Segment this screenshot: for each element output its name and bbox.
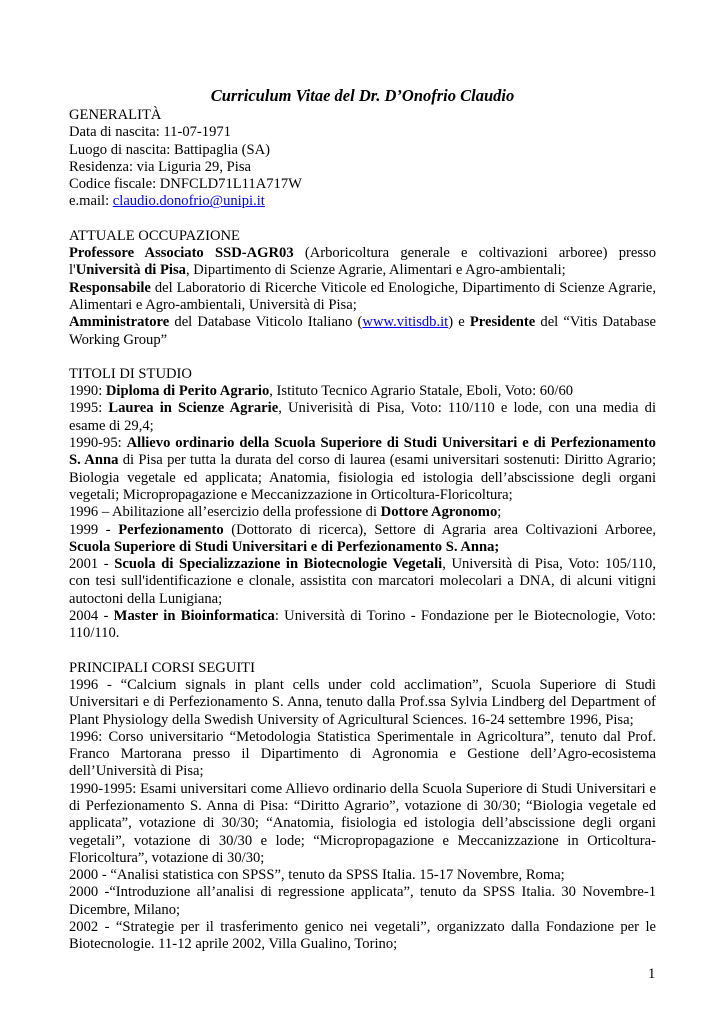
- page-title: Curriculum Vitae del Dr. D’Onofrio Claudio: [210, 86, 515, 105]
- titolo-name: Perfezionamento: [118, 521, 224, 538]
- corso-item: 1996: Corso universitario “Metodologia Statistica Sperimentale in Agricoltura”, tenuto dal Prof. Franco Martorana presso il Dipartimento di Agronomia e Gestione dell’Agro-ecosistema dell’Università di Pisa;: [69, 728, 656, 780]
- occupation-database: [69, 314, 656, 349]
- email-line: [69, 193, 656, 210]
- email-label: e.mail:: [69, 193, 113, 210]
- titolo-year: 1996 – Abilitazione all’esercizio della professione di: [69, 504, 381, 521]
- occupation-lab: [69, 280, 656, 315]
- titolo-detail: ;: [497, 504, 502, 521]
- titolo-year: 2001 -: [69, 556, 115, 573]
- titolo-name: Dottore Agronomo: [380, 504, 498, 521]
- corso-item: 2000 - “Analisi statistica con SPSS”, tenuto da SPSS Italia. 15-17 Novembre, Roma;: [69, 867, 565, 884]
- position-text: (Arboricoltura generale e coltivazioni arboree) presso l': [69, 245, 657, 279]
- titolo-item: [69, 556, 656, 608]
- titolo-item: [69, 383, 656, 400]
- corso-item: 1990-1995: Esami universitari come Allievo ordinario della Scuola Superiore di Studi Universitari e di Perfezionamento S. Anna di Pisa: “Diritto Agrario”, votazione di 30/30; “Biologia vegetale ed applicata”, votazione di 30/30; “Anatomia, fisiologia ed istologia dell’abscissione degli organi vegetali”, votazione di 30/30 e lode; “Micropropagazione e Meccanizzazione in Orticoltura-Floricoltura”, votazione di 30/30;: [69, 780, 656, 866]
- titolo-detail: di Pisa per tutta la durata del corso di laurea (esami universitari sostenuti: Diritto Agrario; Biologia vegetale ed applicata; Anatomia, fisiologia ed istologia dell’abscissione degli organi vegetali; Micropropagazione e Meccanizzazione in Orticoltura-Floricoltura;: [69, 452, 656, 503]
- titolo-item: [69, 400, 656, 435]
- titolo-year: 1990-95:: [69, 435, 127, 452]
- occupation-position: [69, 245, 656, 280]
- titolo-detail: , Univerisità di Pisa, Voto: 110/110 e lode, con una media di esame di 29,4;: [69, 400, 657, 434]
- section-heading-titoli: TITOLI DI STUDIO: [69, 365, 192, 382]
- university-name: Università di Pisa: [75, 262, 186, 279]
- titolo-year: 1995:: [69, 400, 109, 417]
- corso-item: 1996 - “Calcium signals in plant cells under cold acclimation”, Scuola Superiore di Studi Universitari e di Perfezionamento S. Anna, tenuto dalla Prof.ssa Sylvia Lindberg del Department of Plant Physiology della Swedish University of Agricultural Sciences. 16-24 settembre 1996, Pisa;: [69, 676, 656, 728]
- titolo-detail: (Dottorato di ricerca), Settore di Agraria area Coltivazioni Arboree,: [223, 521, 656, 538]
- page-number: 1: [648, 966, 656, 982]
- titolo-name: Master in Bioinformatica: [113, 608, 275, 625]
- database-text: del Database Viticolo Italiano (: [169, 314, 363, 331]
- titolo-year: 2004 -: [69, 608, 114, 625]
- lab-role: Responsabile: [69, 279, 151, 296]
- titolo-detail: , Istituto Tecnico Agrario Statale, Eboli, Voto: 60/60: [269, 383, 574, 400]
- database-text-2: ) e: [448, 314, 470, 331]
- section-heading-occupazione: ATTUALE OCCUPAZIONE: [69, 227, 240, 244]
- titolo-item: [69, 522, 656, 557]
- president-role: Presidente: [469, 314, 536, 331]
- titolo-item: [69, 504, 656, 521]
- titolo-institution: Scuola Superiore di Studi Universitari e di Perfezionamento S. Anna;: [69, 538, 500, 555]
- titolo-detail: : Università di Torino - Fondazione per le Biotecnologie, Voto: 110/110.: [69, 608, 656, 642]
- titolo-year: 1999 -: [69, 521, 119, 538]
- lab-text: del Laboratorio di Ricerche Viticole ed Enologiche, Dipartimento di Scienze Agrarie, Alimentari e Agro-ambientali, Università di Pisa;: [69, 279, 656, 313]
- position-title: Professore Associato SSD-AGR03: [69, 245, 294, 262]
- section-heading-generalita: GENERALITÀ: [69, 107, 162, 123]
- birth-place: Luogo di nascita: Battipaglia (SA): [69, 141, 271, 158]
- titolo-name: Laurea in Scienze Agrarie: [108, 400, 279, 417]
- titolo-detail: , Università di Pisa, Voto: 105/110, con tesi sull'identificazione e clonale, assistita con marcatori molecolari a DNA, di alcuni vitigni autoctoni della Lunigiana;: [69, 556, 656, 607]
- tax-code: Codice fiscale: DNFCLD71L11A717W: [69, 176, 302, 193]
- department-text: , Dipartimento di Scienze Agrarie, Alimentari e Agro-ambientali;: [185, 262, 566, 279]
- titolo-name: Diploma di Perito Agrario: [105, 383, 270, 400]
- titolo-item: [69, 435, 656, 504]
- titolo-item: [69, 608, 656, 643]
- titolo-name: Scuola di Specializzazione in Biotecnologie Vegetali: [114, 556, 443, 573]
- residence: Residenza: via Liguria 29, Pisa: [69, 158, 251, 175]
- titolo-year: 1990:: [69, 383, 106, 400]
- database-role: Amministratore: [69, 314, 170, 331]
- corso-item: 2000 -“Introduzione all’analisi di regressione applicata”, tenuto da SPSS Italia. 30 Novembre-1 Dicembre, Milano;: [69, 884, 656, 918]
- birth-date: Data di nascita: 11-07-1971: [69, 124, 231, 141]
- working-group-text: del “Vitis Database Working Group”: [69, 314, 656, 348]
- titolo-name: Allievo ordinario della Scuola Superiore di Studi Universitari e di Perfezionamento S. Anna: [69, 435, 656, 469]
- corso-item: 2002 - “Strategie per il trasferimento genico nei vegetali”, organizzato dalla Fondazione per le Biotecnologie. 11-12 aprile 2002, Villa Gualino, Torino;: [69, 919, 656, 953]
- section-heading-corsi: PRINCIPALI CORSI SEGUITI: [69, 659, 255, 676]
- vitisdb-link[interactable]: www.vitisdb.it: [362, 314, 449, 331]
- email-link[interactable]: claudio.donofrio@unipi.it: [112, 193, 265, 210]
- cv-content: [69, 86, 656, 954]
